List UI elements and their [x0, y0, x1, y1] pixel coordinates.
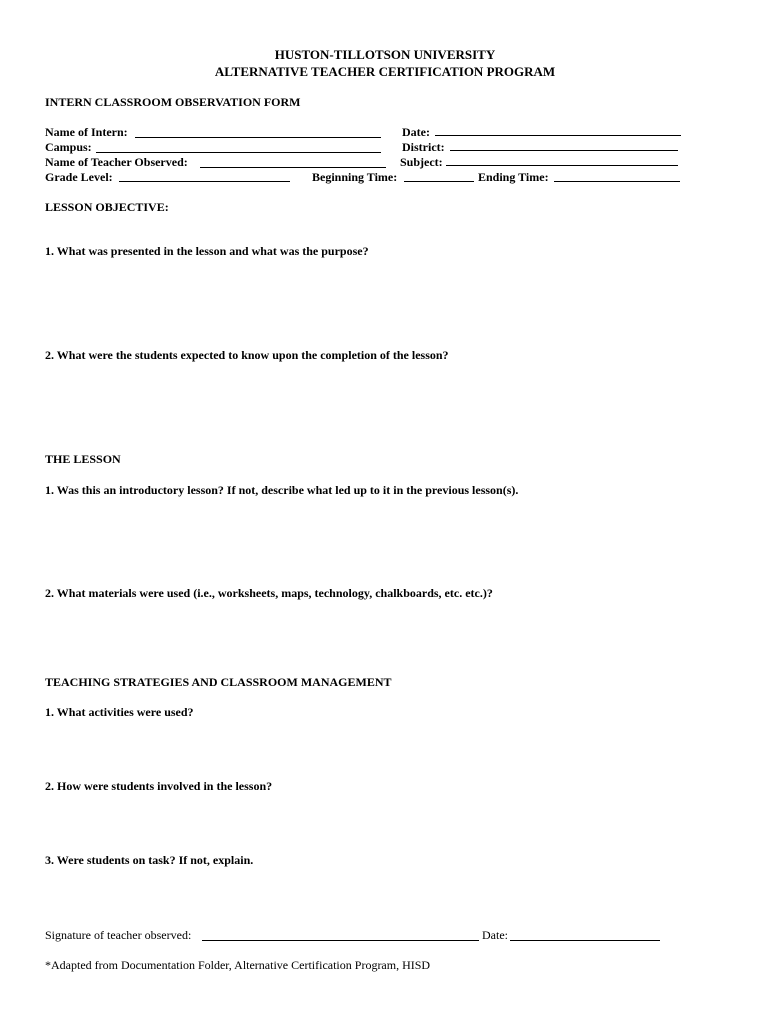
adaptation-note: *Adapted from Documentation Folder, Alternative Certification Program, HISD [45, 958, 431, 972]
program-title: ALTERNATIVE TEACHER CERTIFICATION PROGRAM [214, 64, 556, 79]
lesson-objective-question-2: 2. What were the students expected to know upon the completion of the lesson? [45, 348, 449, 362]
intern-name-label: Name of Intern: [45, 125, 128, 139]
form-title: INTERN CLASSROOM OBSERVATION FORM [45, 95, 301, 109]
date-label: Date: [402, 125, 430, 139]
district-label: District: [402, 140, 445, 154]
date-field[interactable] [435, 135, 681, 136]
beginning-time-field[interactable] [404, 181, 474, 182]
university-title: HUSTON-TILLOTSON UNIVERSITY [274, 47, 496, 62]
teaching-strategies-question-1: 1. What activities were used? [45, 705, 194, 719]
the-lesson-question-2: 2. What materials were used (i.e., worksheets, maps, technology, chalkboards, etc. etc.)? [45, 586, 493, 600]
campus-label: Campus: [45, 140, 92, 154]
beginning-time-label: Beginning Time: [312, 170, 398, 184]
lesson-objective-heading: LESSON OBJECTIVE: [45, 200, 169, 214]
district-field[interactable] [450, 150, 678, 151]
signature-date-field[interactable] [510, 940, 660, 941]
teacher-observed-label: Name of Teacher Observed: [45, 155, 188, 169]
intern-name-field[interactable] [135, 137, 381, 138]
ending-time-field[interactable] [554, 181, 680, 182]
teaching-strategies-heading: TEACHING STRATEGIES AND CLASSROOM MANAGEMENT [45, 675, 392, 689]
teacher-observed-field[interactable] [200, 167, 386, 168]
subject-label: Subject: [400, 155, 443, 169]
ending-time-label: Ending Time: [478, 170, 549, 184]
teaching-strategies-question-3: 3. Were students on task? If not, explain. [45, 853, 254, 867]
signature-label: Signature of teacher observed: [45, 928, 192, 942]
grade-level-field[interactable] [119, 181, 290, 182]
signature-date-label: Date: [482, 928, 508, 942]
campus-field[interactable] [96, 152, 381, 153]
lesson-objective-question-1: 1. What was presented in the lesson and what was the purpose? [45, 244, 369, 258]
grade-level-label: Grade Level: [45, 170, 113, 184]
signature-field[interactable] [202, 940, 479, 941]
teaching-strategies-question-2: 2. How were students involved in the lesson? [45, 779, 273, 793]
the-lesson-question-1: 1. Was this an introductory lesson? If not, describe what led up to it in the previous lesson(s). [45, 483, 519, 497]
the-lesson-heading: THE LESSON [45, 452, 121, 466]
subject-field[interactable] [446, 165, 678, 166]
